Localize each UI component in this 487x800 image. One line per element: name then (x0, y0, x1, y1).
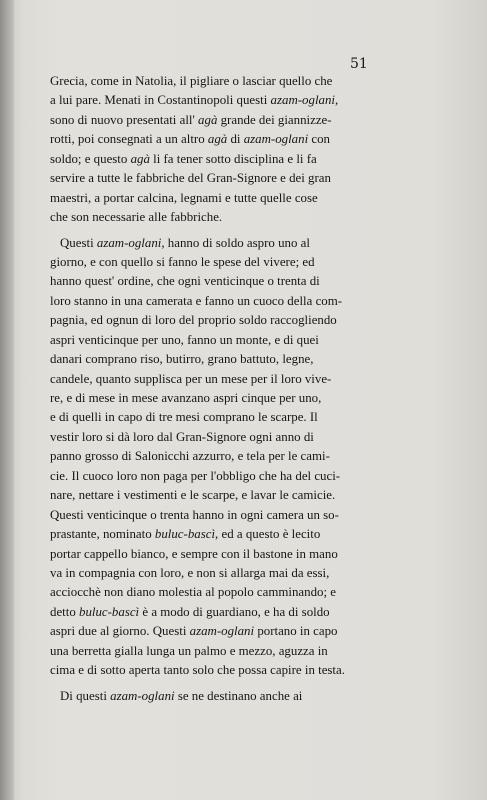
text-line: nare, nettare i vestimenti e le scarpe, e lavar le camicie. (50, 488, 336, 503)
text-line: Di questi azam-oglani se ne destinano anche ai (60, 688, 303, 703)
page-gutter-shadow (0, 0, 14, 800)
text-line: candele, quanto supplisca per un mese per il loro vive- (50, 371, 332, 386)
text-line: aspri due al giorno. Questi azam-oglani portano in capo (50, 624, 338, 639)
text-line: hanno quest' ordine, che ogni venticinque o trenta di (50, 274, 320, 289)
page-number: 51 (350, 56, 368, 72)
text-line: va in compagnia con loro, e non si allarga mai da essi, (50, 565, 330, 580)
text-line: prastante, nominato buluc-bascì, ed a questo è lecito (50, 527, 321, 542)
text-line: rotti, poi consegnati a un altro agà di azam-oglani con (50, 132, 331, 147)
text-line: re, e di mese in mese avanzano aspri cinque per uno, (50, 391, 322, 405)
text-line: cie. Il cuoco loro non paga per l'obbligo che ha del cuci- (50, 468, 341, 483)
text-line: Grecia, come in Natolia, il pigliare o lasciar quello che (50, 74, 333, 88)
text-line: aspri venticinque per uno, fanno un monte, e di quei (50, 332, 319, 347)
text-line: una berretta gialla lunga un palmo e mezzo, aguzza in (50, 643, 328, 658)
body-text (50, 72, 372, 706)
text-line: servire a tutte le fabbriche del Gran-Signore e dei gran (50, 171, 331, 186)
text-line: panno grosso di Salonicchi azzurro, e tela per le cami- (50, 449, 330, 464)
text-line: Questi azam-oglani, hanno di soldo aspro uno al (60, 235, 310, 250)
text-line: che son necessarie alle fabbriche. (50, 210, 223, 225)
text-line: danari comprano riso, butirro, grano battuto, legne, (50, 352, 314, 367)
text-line: giorno, e con quello si fanno le spese del vivere; ed (50, 254, 315, 269)
text-line: Questi venticinque o trenta hanno in ogni camera un so- (50, 507, 339, 522)
text-line: vestir loro si dà loro dal Gran-Signore ogni anno di (50, 429, 314, 444)
text-line: soldo; e questo agà li fa tener sotto disciplina e li fa (50, 151, 317, 166)
text-line: pagnia, ed ognun di loro del proprio soldo raccogliendo (50, 313, 337, 328)
text-line: e di quelli in capo di tre mesi comprano le scarpe. Il (50, 410, 318, 425)
text-line: maestri, a portar calcina, legnami e tutte quelle cose (50, 190, 318, 205)
text-line: detto buluc-bascì è a modo di guardiano, e ha di soldo (50, 604, 330, 619)
text-line: cima e di sotto aperta tanto solo che possa capire in testa. (50, 663, 345, 678)
text-line: loro stanno in una camerata e fanno un cuoco della com- (50, 293, 343, 308)
text-line: acciocchè non diano molestia al popolo camminando; e (50, 585, 337, 600)
text-line: portar cappello bianco, e sempre con il bastone in mano (50, 546, 338, 561)
text-line: a lui pare. Menati in Costantinopoli questi azam-oglani, (50, 93, 339, 108)
text-line: sono di nuovo presentati all' agà grande dei giannizze- (50, 112, 332, 127)
